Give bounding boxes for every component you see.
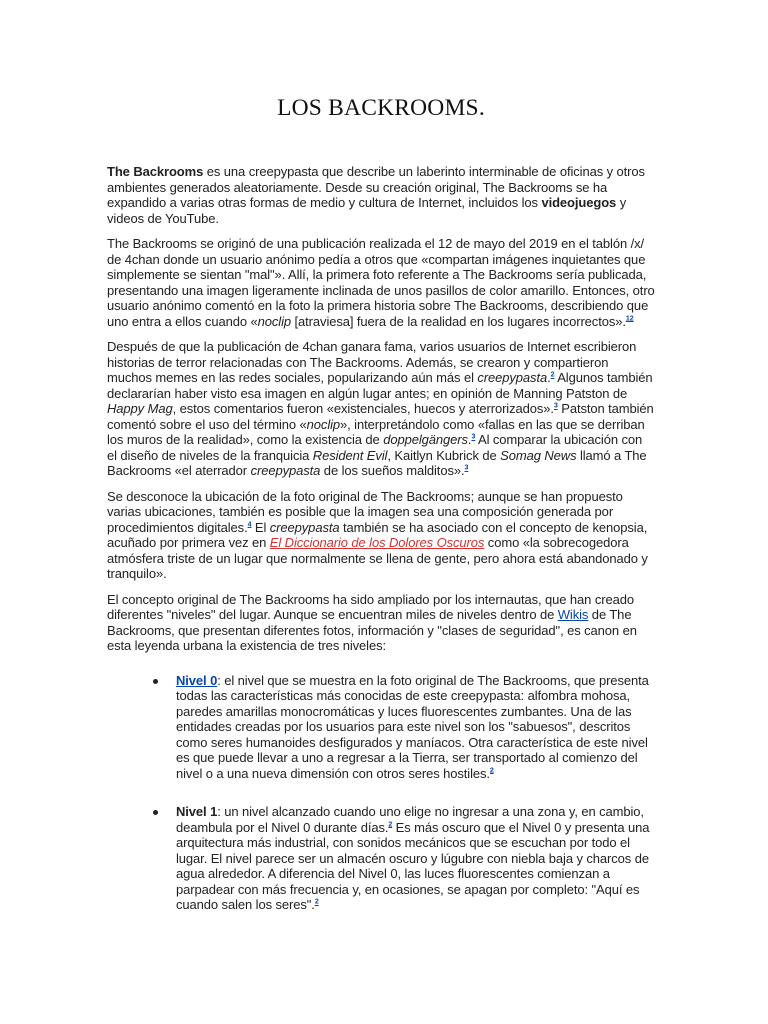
bullet-icon [153, 810, 158, 815]
footnote-ref[interactable]: 2 [550, 371, 555, 379]
footnote-ref[interactable]: 12 [625, 315, 634, 323]
bullet-icon [153, 679, 158, 684]
list-item-level-0: Nivel 0: el nivel que se muestra en la foto original de The Backrooms, que presenta todas las características más conocidas de este creepypasta: alfombra mohosa, paredes amarillas monocromáticas y luces fluorescentes zumbantes. Una de las entidades creadas por los usuarios para este nivel son los "sabuesos", descritos como seres humanoides desfigurados y maníacos. Otra característica de este nivel es que puede llevar a uno a regresar a la Tierra, ser transportado al comienzo del nivel o a una nueva dimensión con otros seres hostiles.$^2$ [176, 673, 655, 782]
footnote-ref[interactable]: 2 [388, 821, 393, 829]
bold-term: videojuegos [541, 195, 617, 210]
footnote-ref[interactable]: 4 [247, 521, 252, 529]
document-title: LOS BACKROOMS. [277, 95, 485, 121]
dictionary-link[interactable]: El Diccionario de los Dolores Oscuros [269, 535, 485, 550]
paragraph-levels-intro: El concepto original de The Backrooms ha sido ampliado por los internautas, que han creado diferentes "niveles" del lugar. Aunque se encuentran miles de niveles dentro de Wikis de The Backrooms, que presentan diferentes fotos, información y "clases de seguridad", es canon en esta leyenda urbana la existencia de tres niveles: [107, 591, 637, 653]
paragraph-location: Se desconoce la ubicación de la foto original de The Backrooms; aunque se han propuesto varias ubicaciones, también es posible que la imagen sea una composición generada por procedimientos digitales.$^4$ El creepypasta también se ha asociado con el concepto de kenopsia, acuñado por primera vez en El Diccionario de los Dolores Oscuros como «la sobrecogedora atmósfera triste de un lugar que normalmente se llena de gente, pero ahora está abandonado y tranquilo». [107, 488, 648, 581]
paragraph-origin: The Backrooms se originó de una publicación realizada el 12 de mayo del 2019 en el tablón /x/ de 4chan donde un usuario anónimo pedía a otros que «compartan imágenes inquietantes que simplemente se sientan "mal"». Allí, la primera foto referente a The Backrooms sería publicada, presentando una imagen ligeramente inclinada de unos pasillos de color amarillo. Entonces, otro usuario anónimo comentó en la foto la primera historia sobre The Backrooms, describiendo que uno entra a ellos cuando «noclip [atraviesa] fuera de la realidad en los lugares incorrectos».$^{12}$ [107, 236, 655, 329]
footnote-ref[interactable]: 2 [314, 898, 319, 906]
footnote-ref[interactable]: 3 [471, 433, 476, 441]
bold-term: The Backrooms [107, 164, 204, 179]
level-1-name: Nivel 1 [176, 804, 218, 819]
footnote-ref[interactable]: 2 [489, 767, 494, 775]
footnote-ref[interactable]: 3 [553, 402, 558, 410]
level-0-link[interactable]: Nivel 0 [176, 672, 218, 688]
document-page [107, 0, 655, 936]
wikis-link[interactable]: Wikis [557, 607, 589, 622]
paragraph-popularity: Después de que la publicación de 4chan ganara fama, varios usuarios de Internet escribieron historias de terror relacionadas con The Backrooms. Además, se crearon y compartieron muchos memes en las redes sociales, popularizando aún más el creepypasta.$^2$ Algunos también declararían haber visto esa imagen en algún lugar antes; en opinión de Manning Patston de Happy Mag, estos comentarios fueron «existenciales, huecos y aterrorizados».$^3$ Patston también comentó sobre el uso del término «noclip», interpretándolo como «fallas en las que se derriban los muros de la realidad», como la existencia de doppelgängers.$^3$ Al comparar la ubicación con el diseño de niveles de la franquicia Resident Evil, Kaitlyn Kubrick de Somag News llamó a The Backrooms «el aterrador creepypasta de los sueños malditos».$^3$ [107, 339, 654, 478]
list-item-level-1: Nivel 1: un nivel alcanzado cuando uno elige no ingresar a una zona y, en cambio, deambula por el Nivel 0 durante días.$^2$ Es más oscuro que el Nivel 0 y presenta una arquitectura más industrial, con sonidos mecánicos que se escuchan por todo el lugar. El nivel parece ser un almacén oscuro y lúgubre con niebla baja y charcos de agua alrededor. A diferencia del Nivel 0, las luces fluorescentes comienzan a parpadear con más frecuencia y, en ocasiones, se apagan por completo: "Aquí es cuando salen los seres".$^2$ [176, 804, 655, 913]
footnote-ref[interactable]: 3 [464, 464, 469, 472]
levels-list [107, 673, 655, 913]
paragraph-intro: The Backrooms es una creepypasta que describe un laberinto interminable de oficinas y otros ambientes generados aleatoriamente. Desde su creación original, The Backrooms se ha expandido a varias otras formas de medio y cultura de Internet, incluidos los videojuegos y videos de YouTube. [107, 164, 645, 226]
